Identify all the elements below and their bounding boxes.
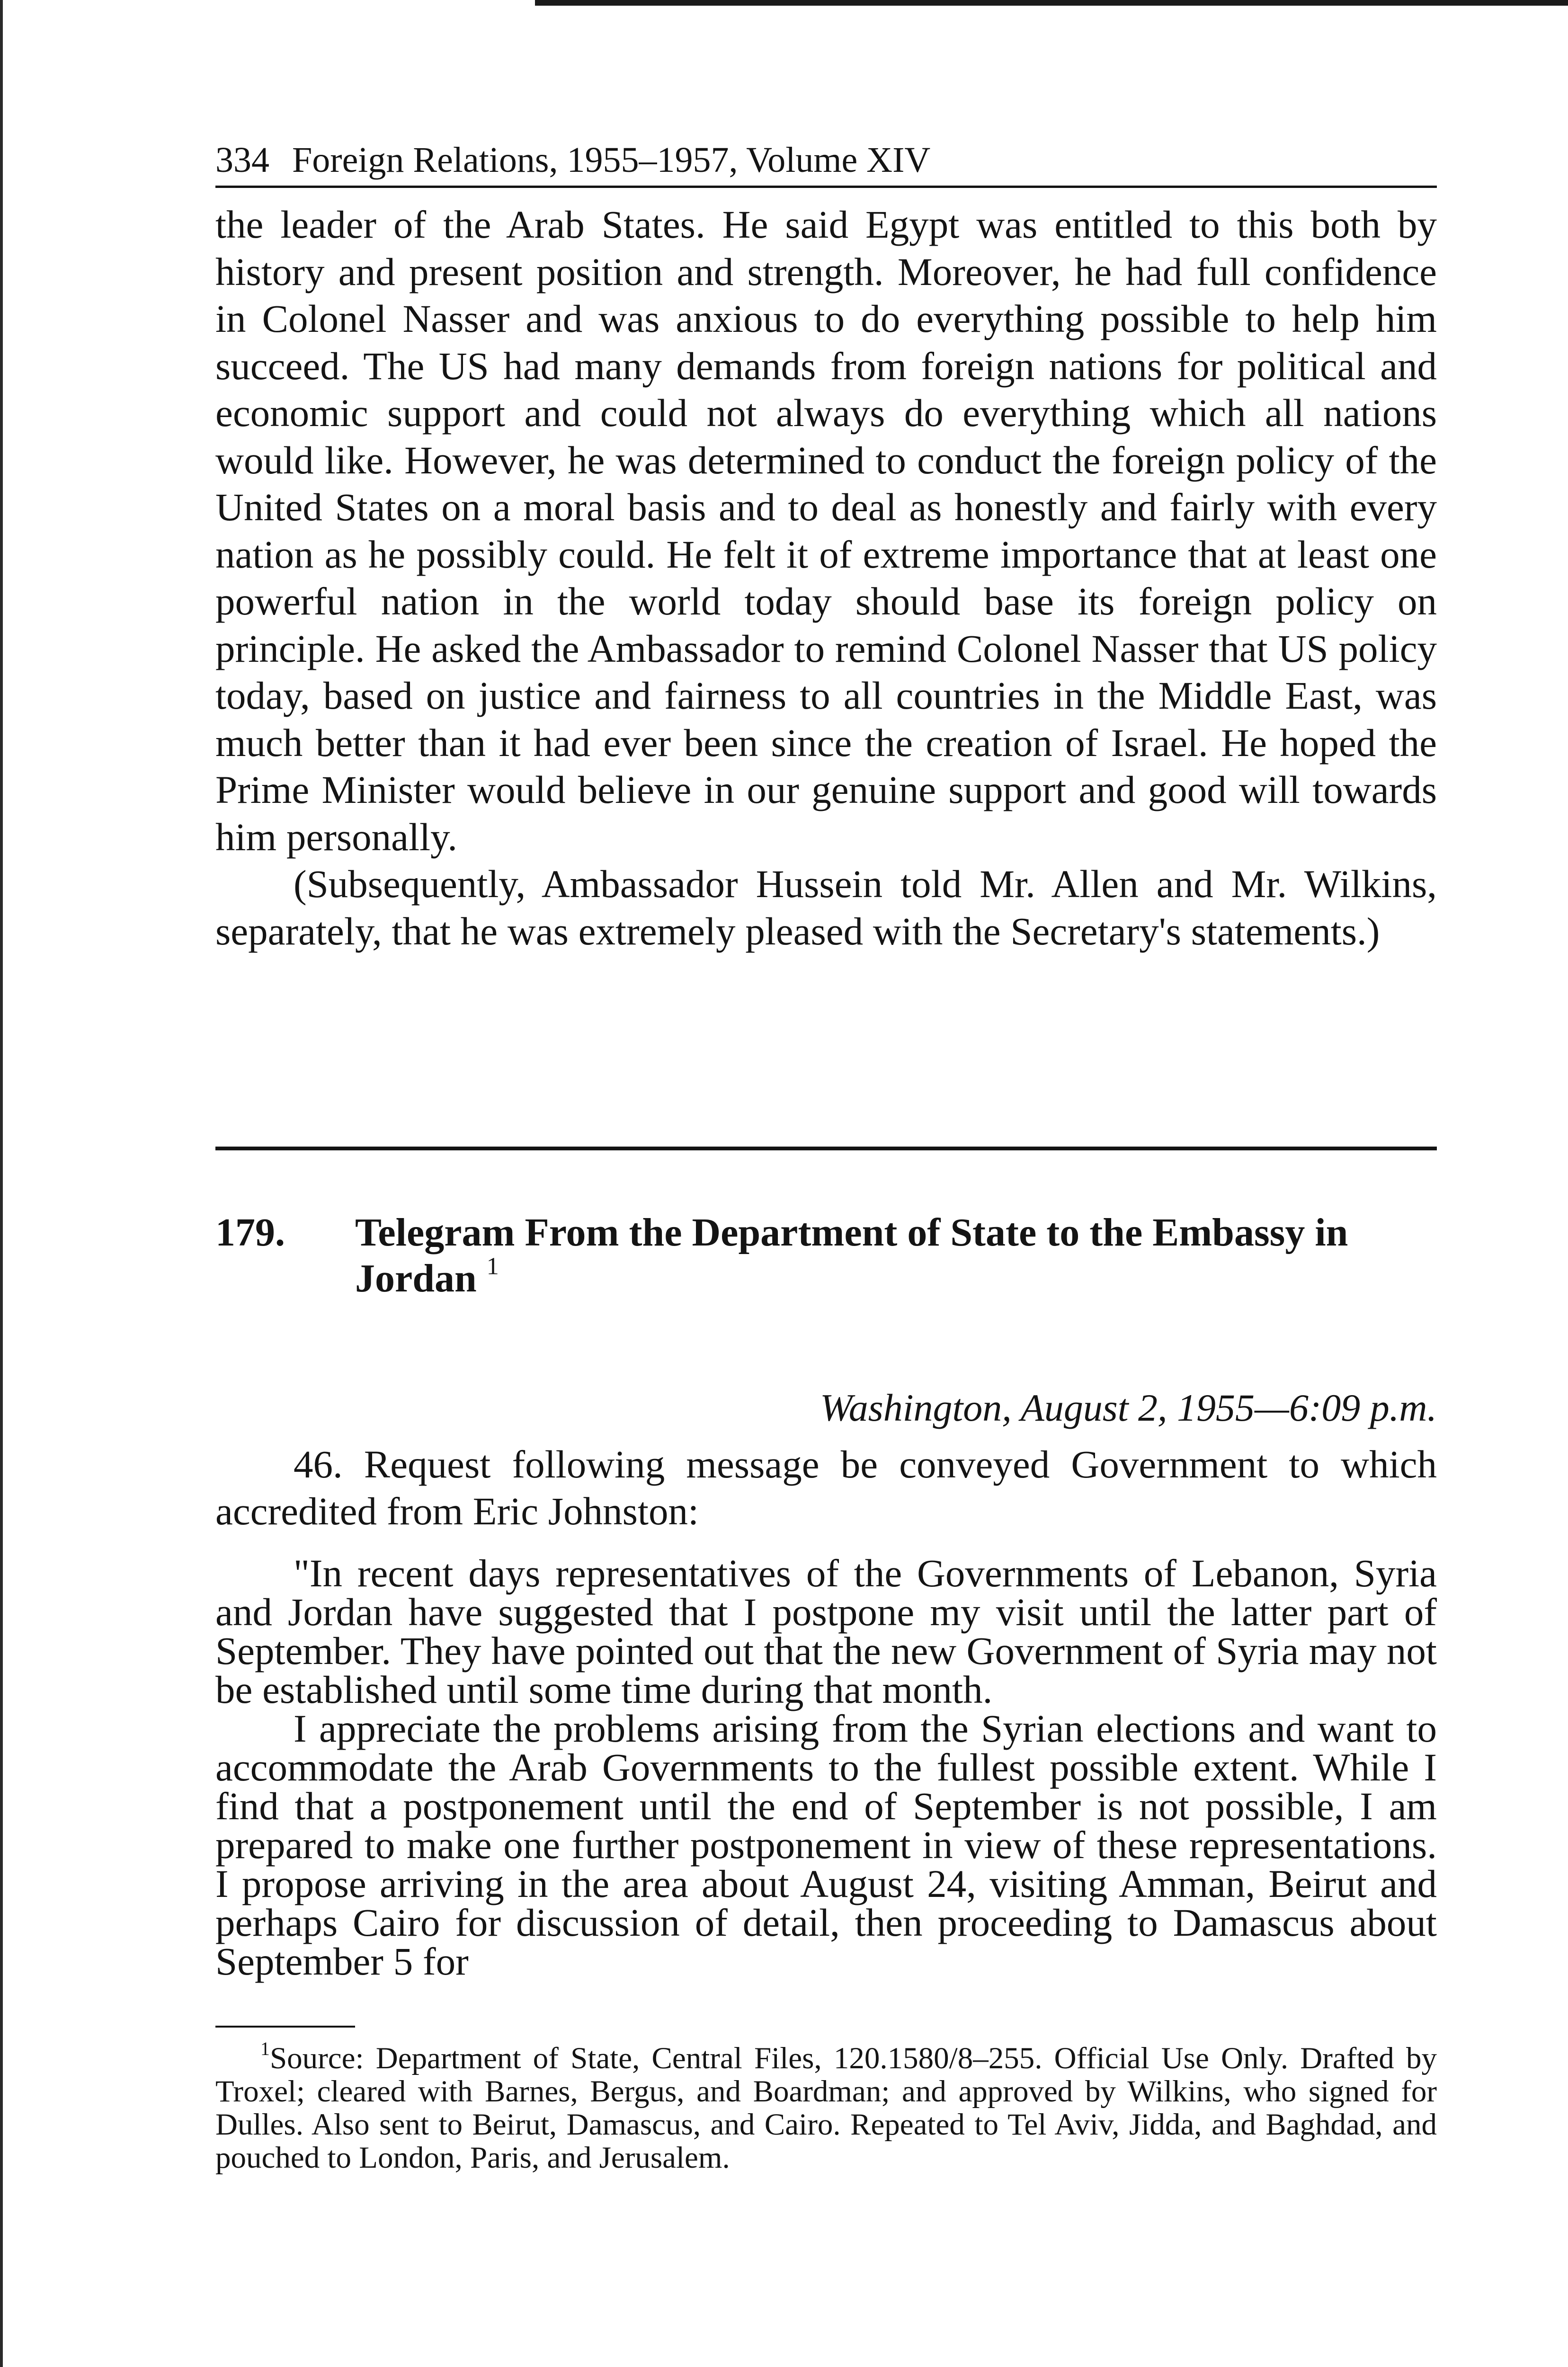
document-heading — [215, 1210, 1437, 1301]
scan-edge-top — [535, 0, 1568, 6]
footnote — [215, 2038, 1437, 2175]
telegram-opening: 46. Request following message be conveyed Government to which accredited from Eric Johnston: — [215, 1442, 1437, 1533]
volume-title: Foreign Relations, 1955–1957, Volume XIV — [292, 140, 931, 180]
section-divider — [215, 1147, 1437, 1150]
dateline: Washington, August 2, 1955—6:09 p.m. — [820, 1386, 1437, 1429]
footnote-rule — [215, 2026, 355, 2028]
continuation-paragraph-1: the leader of the Arab States. He said Egypt was entitled to this both by history and present position and strength. Moreover, he had full confidence in Colonel Nasser and was anxious to do everything possible to help him succeed. The US had many demands from foreign nations for political and economic support and could not always do everything which all nations would like. However, he was determined to conduct the foreign policy of the United States on a moral basis and to deal as honestly and fairly with every nation as he possibly could. He felt it of extreme importance that at least one powerful nation in the world today should base its foreign policy on principle. He asked the Ambassador to remind Colonel Nasser that US policy today, based on justice and fairness to all countries in the Middle East, was much better than it had ever been since the creation of Israel. He hoped the Prime Minister would believe in our genuine support and good will towards him personally. — [215, 203, 1437, 859]
footnote-marker: 1 — [260, 2038, 270, 2059]
footnote-reference: 1 — [486, 1253, 499, 1280]
book-page — [215, 137, 1437, 2205]
continuation-text — [215, 201, 1437, 955]
document-title-block — [355, 1210, 1437, 1301]
scan-edge-left — [0, 0, 3, 2367]
document-number: 179. — [215, 1210, 285, 1255]
quote-paragraph-2: I appreciate the problems arising from the Syrian elections and want to accommodate the Arab Governments to the fullest possible extent. While I find that a postponement until the end of September is not possible, I am prepared to make one further postponement in view of these representations. I propose arriving in the area about August 24, visiting Amman, Beirut and perhaps Cairo for discussion of detail, then proceeding to Damascus about September 5 for — [215, 1707, 1437, 1983]
footnote-text: Source: Department of State, Central Files, 120.1580/8–255. Official Use Only. Drafted by Troxel; cleared with Barnes, Bergus, and Boardman; and approved by Wilkins, who signed for Dulles. Also sent to Beirut, Damascus, and Cairo. Repeated to Tel Aviv, Jidda, and Baghdad, and pouched to London, Paris, and Jerusalem. — [215, 2041, 1437, 2175]
page-number: 334 — [215, 140, 269, 180]
continuation-paragraph-2: (Subsequently, Ambassador Hussein told Mr. Allen and Mr. Wilkins, separately, that he was extremely pleased with the Secretary's statements.) — [215, 862, 1437, 953]
document-title: Telegram From the Department of State to the Embassy in Jordan — [355, 1210, 1348, 1300]
quote-paragraph-1: "In recent days representatives of the Governments of Lebanon, Syria and Jordan have suggested that I postpone my visit until the latter part of September. They have pointed out that the new Government of Syria may not be established until some time during that month. — [215, 1551, 1437, 1711]
running-head — [215, 137, 1437, 188]
